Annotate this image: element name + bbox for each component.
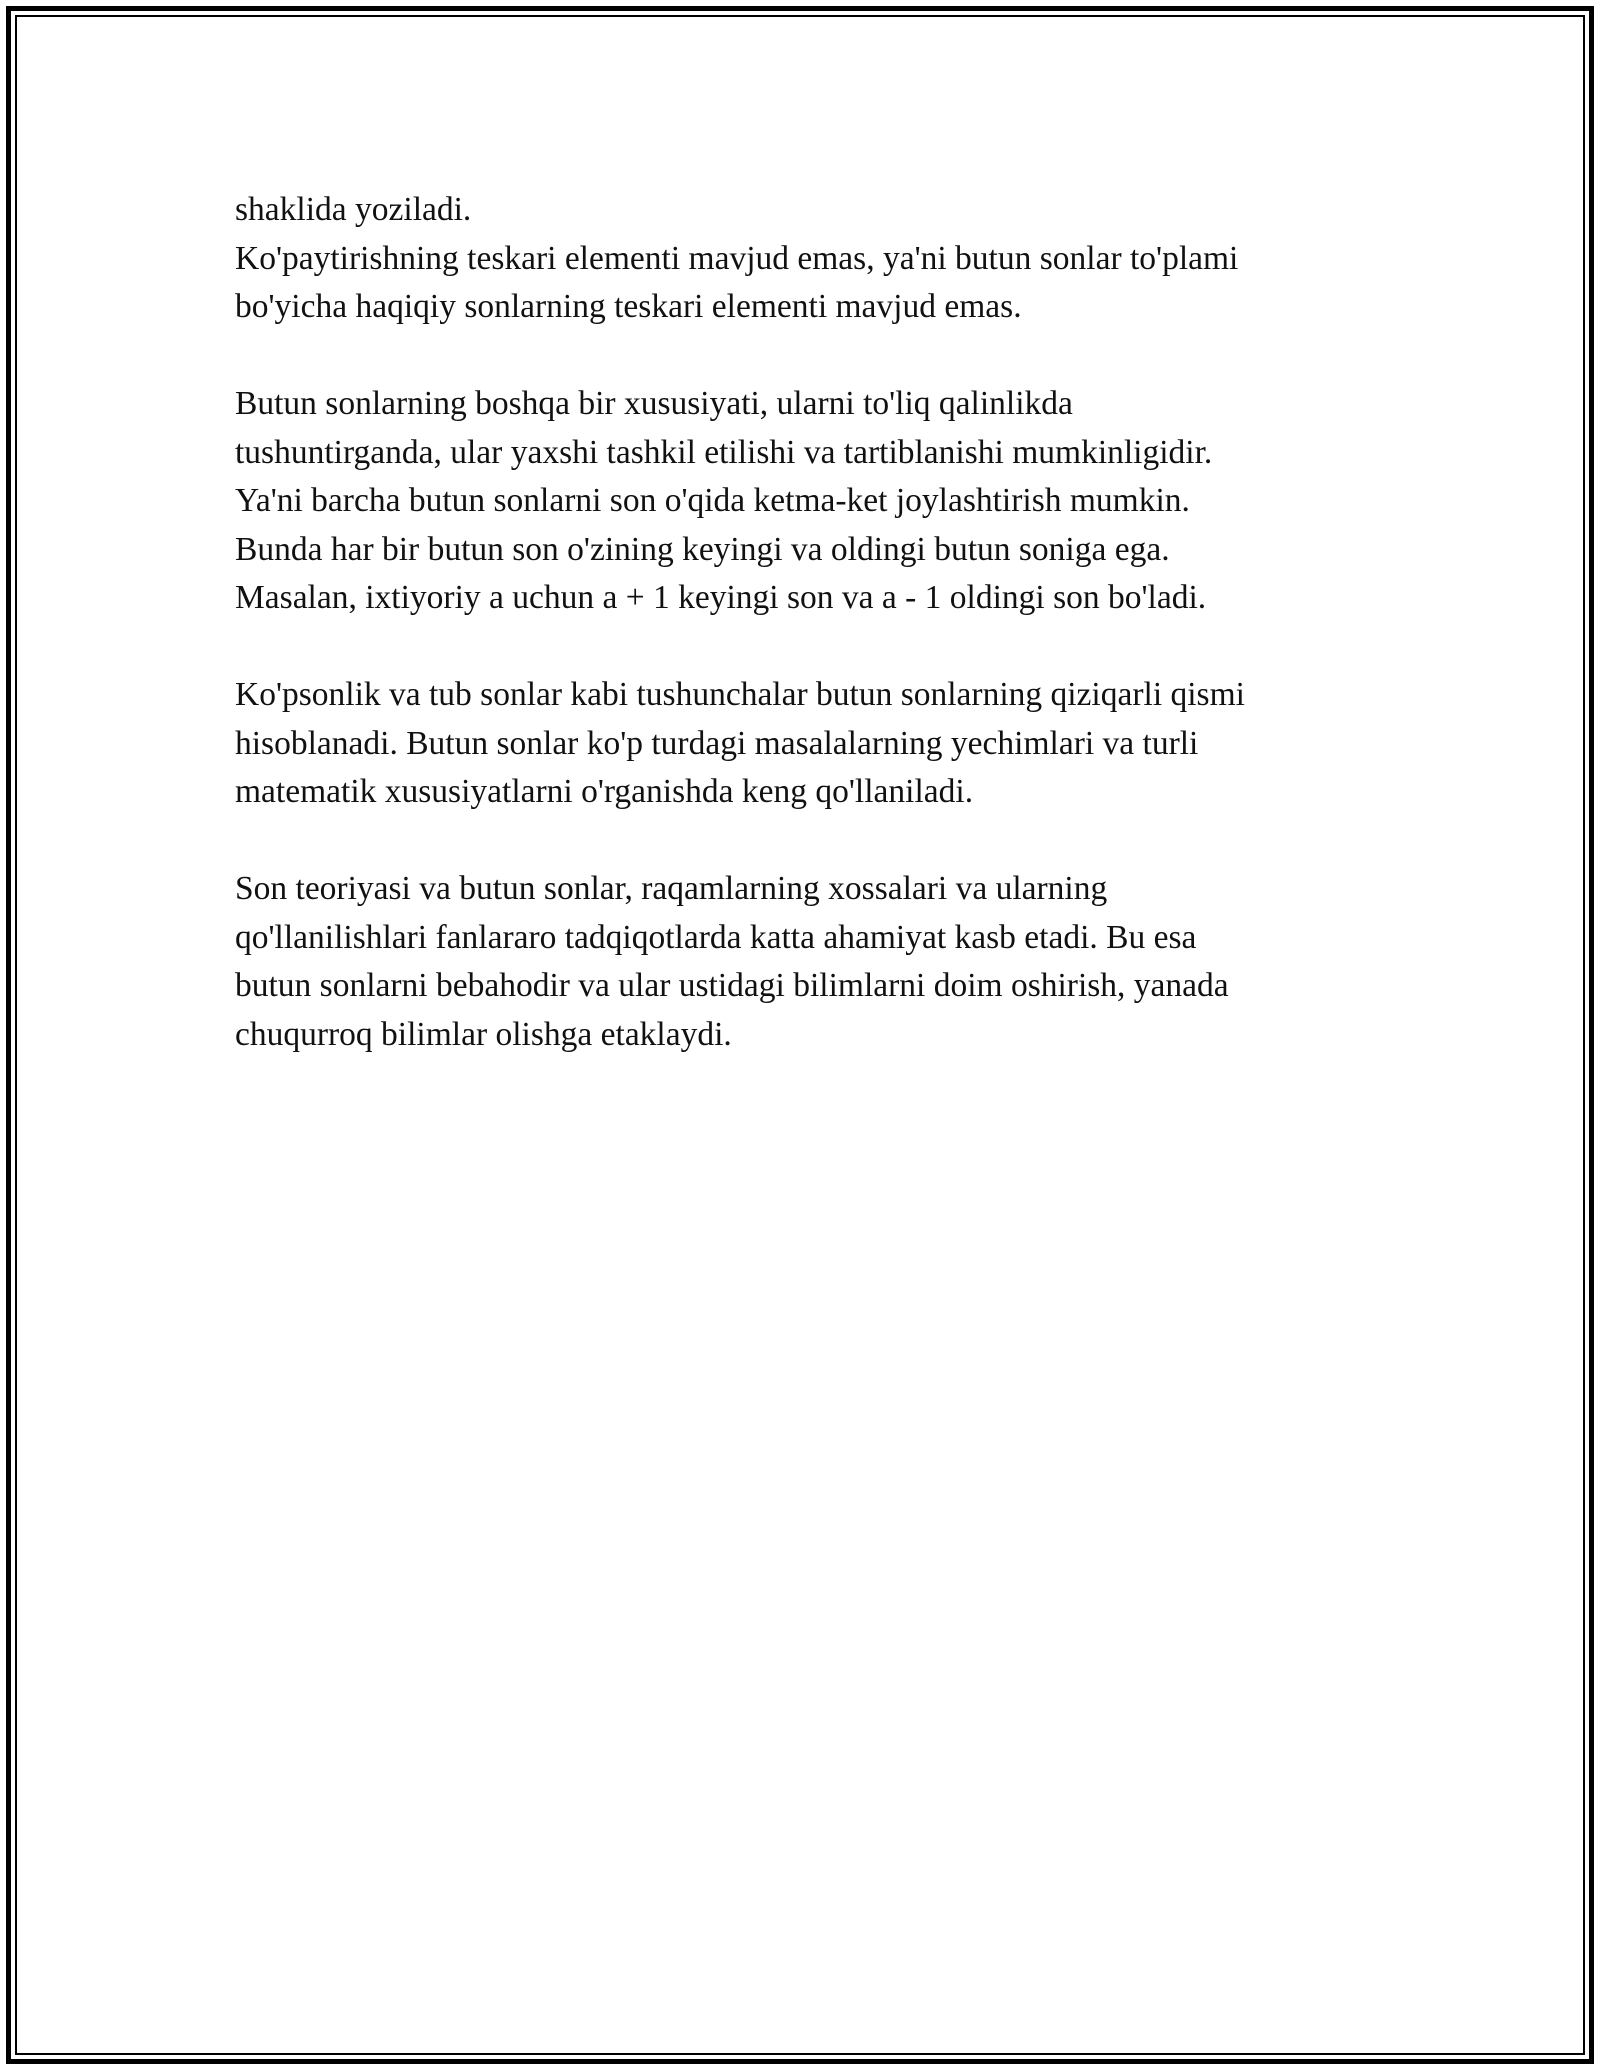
text-line: tushuntirganda, ular yaxshi tashkil etilishi va tartiblanishi mumkinligidir. xyxy=(235,433,1213,471)
paragraph-gap xyxy=(235,623,1395,672)
text-line: Masalan, ixtiyoriy a uchun a + 1 keyingi son va a - 1 oldingi son bo'ladi. xyxy=(235,579,1207,616)
paragraph-1 xyxy=(235,186,1395,332)
text-line: Bunda har bir butun son o'zining keyingi va oldingi butun soniga ega. xyxy=(235,530,1170,568)
paragraph-3 xyxy=(235,671,1395,817)
paragraph-2 xyxy=(235,380,1395,623)
text-line: hisoblanadi. Butun sonlar ko'p turdagi masalalarning yechimlari va turli xyxy=(235,724,1199,762)
paragraph-gap xyxy=(235,817,1395,866)
text-line: shaklida yoziladi. xyxy=(235,191,472,228)
paragraph-4 xyxy=(235,865,1395,1059)
paragraph-gap xyxy=(235,332,1395,381)
text-line: Ko'psonlik va tub sonlar kabi tushunchalar butun sonlarning qiziqarli qismi xyxy=(235,676,1245,713)
text-line: butun sonlarni bebahodir va ular ustidagi bilimlarni doim oshirish, yanada xyxy=(235,967,1229,1004)
text-line: qo'llanilishlari fanlararo tadqiqotlarda katta ahamiyat kasb etadi. Bu esa xyxy=(235,918,1197,956)
text-line: matematik xususiyatlarni o'rganishda keng qo'llaniladi. xyxy=(235,773,974,810)
text-line: Ya'ni barcha butun sonlarni son o'qida ketma-ket joylashtirish mumkin. xyxy=(235,482,1190,519)
text-line: Ko'paytirishning teskari elementi mavjud emas, ya'ni butun sonlar to'plami xyxy=(235,239,1239,277)
text-line: Son teoriyasi va butun sonlar, raqamlarning xossalari va ularning xyxy=(235,870,1108,907)
text-line: chuqurroq bilimlar olishga etaklaydi. xyxy=(235,1015,732,1053)
text-line: bo'yicha haqiqiy sonlarning teskari elementi mavjud emas. xyxy=(235,288,1022,325)
text-line: Butun sonlarning boshqa bir xususiyati, ularni to'liq qalinlikda xyxy=(235,385,1073,422)
document-body xyxy=(235,186,1395,1059)
